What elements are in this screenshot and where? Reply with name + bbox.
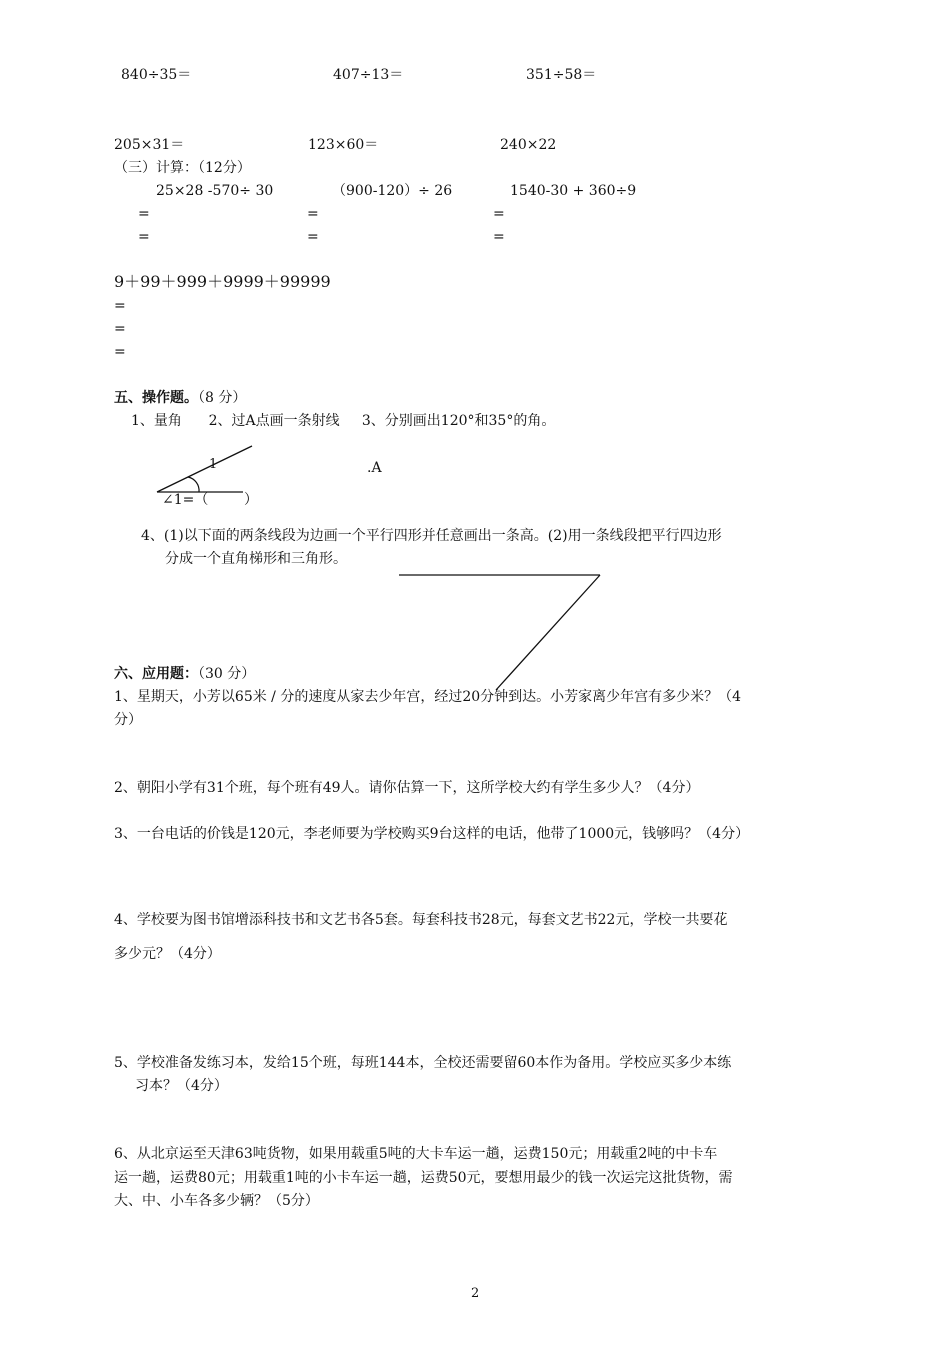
parallelogram-segments <box>399 575 600 690</box>
page-number: 2 <box>471 1286 480 1301</box>
section5-tasks: 1、量角 2、过A点画一条射线 3、分别画出120°和35°的角。 <box>131 413 556 429</box>
angle-arc <box>188 477 199 492</box>
eq-mark: = <box>114 344 126 360</box>
question-1-line2: 分） <box>114 712 142 728</box>
question-1-line1: 1、星期天，小芳以65米 / 分的速度从家去少年宫，经过20分钟到达。小芳家离少年宫有多少米？（4 <box>114 689 742 705</box>
eq-mark: = <box>138 229 150 245</box>
problem-840-div-35: 840÷35＝ <box>121 67 192 83</box>
eq-mark: = <box>138 206 150 222</box>
angle-mark-label: 1 <box>209 457 218 472</box>
eq-mark: = <box>493 206 505 222</box>
question-6-line1: 6、从北京运至天津63吨货物，如果用载重5吨的大卡车运一趟，运费150元；用载重2吨的中卡车 <box>114 1146 718 1162</box>
eq-mark: = <box>307 206 319 222</box>
question-4-line2: 多少元？（4分） <box>114 946 221 962</box>
angle-answer: ∠1=（ ） <box>162 492 258 508</box>
point-a-label: .A <box>367 460 382 476</box>
task4-line2: 分成一个直角梯形和三角形。 <box>165 551 347 567</box>
sum-problem: 9＋99＋999＋9999＋99999 <box>114 272 331 291</box>
problem-123-mul-60: 123×60＝ <box>308 137 379 153</box>
question-5-line1: 5、学校准备发练习本，发给15个班，每班144本，全校还需要留60本作为备用。学校应买多少本练 <box>114 1055 732 1071</box>
eq-mark: = <box>307 229 319 245</box>
question-2: 2、朝阳小学有31个班，每个班有49人。请你估算一下，这所学校大约有学生多少人？（4分） <box>114 780 700 796</box>
segment-slanted <box>496 575 600 690</box>
section6-heading: 六、应用题： <box>114 666 198 682</box>
eq-mark: = <box>493 229 505 245</box>
question-3: 3、一台电话的价钱是120元，李老师要为学校购买9台这样的电话，他带了1000元，钱够吗？（4分） <box>114 826 750 842</box>
question-6-line3: 大、中、小车各多少辆？（5分） <box>114 1193 319 1209</box>
task4-line1: 4、(1)以下面的两条线段为边画一个平行四形并任意画出一条高。(2)用一条线段把平行四边形 <box>141 528 722 544</box>
section6-score: （30 分） <box>198 666 256 682</box>
eq-mark: = <box>114 298 126 314</box>
calc-problem-3: 1540-30 + 360÷9 <box>510 183 637 199</box>
section6-title <box>114 665 255 683</box>
problem-240-mul-22: 240×22 <box>500 137 557 153</box>
question-6-line2: 运一趟，运费80元；用载重1吨的小卡车运一趟，运费50元，要想用最少的钱一次运完这批货物，需 <box>114 1170 733 1186</box>
question-4-line1: 4、学校要为图书馆增添科技书和文艺书各5套。每套科技书28元，每套文艺书22元，学校一共要花 <box>114 912 728 928</box>
calc-problem-1: 25×28 -570÷ 30 <box>156 183 274 199</box>
angle-ray-slanted <box>157 446 252 492</box>
calc-problem-2: （900-120）÷ 26 <box>332 183 453 199</box>
section5-heading: 五、操作题。 <box>114 390 198 406</box>
part3-heading: （三）计算：（12分） <box>114 160 251 176</box>
section5-score: （8 分） <box>198 390 247 406</box>
angle-figure <box>157 446 252 492</box>
question-5-line2: 习本？（4分） <box>135 1078 228 1094</box>
problem-351-div-58: 351÷58＝ <box>526 67 597 83</box>
problem-205-mul-31: 205×31＝ <box>114 137 185 153</box>
eq-mark: = <box>114 321 126 337</box>
problem-407-div-13: 407÷13＝ <box>333 67 404 83</box>
